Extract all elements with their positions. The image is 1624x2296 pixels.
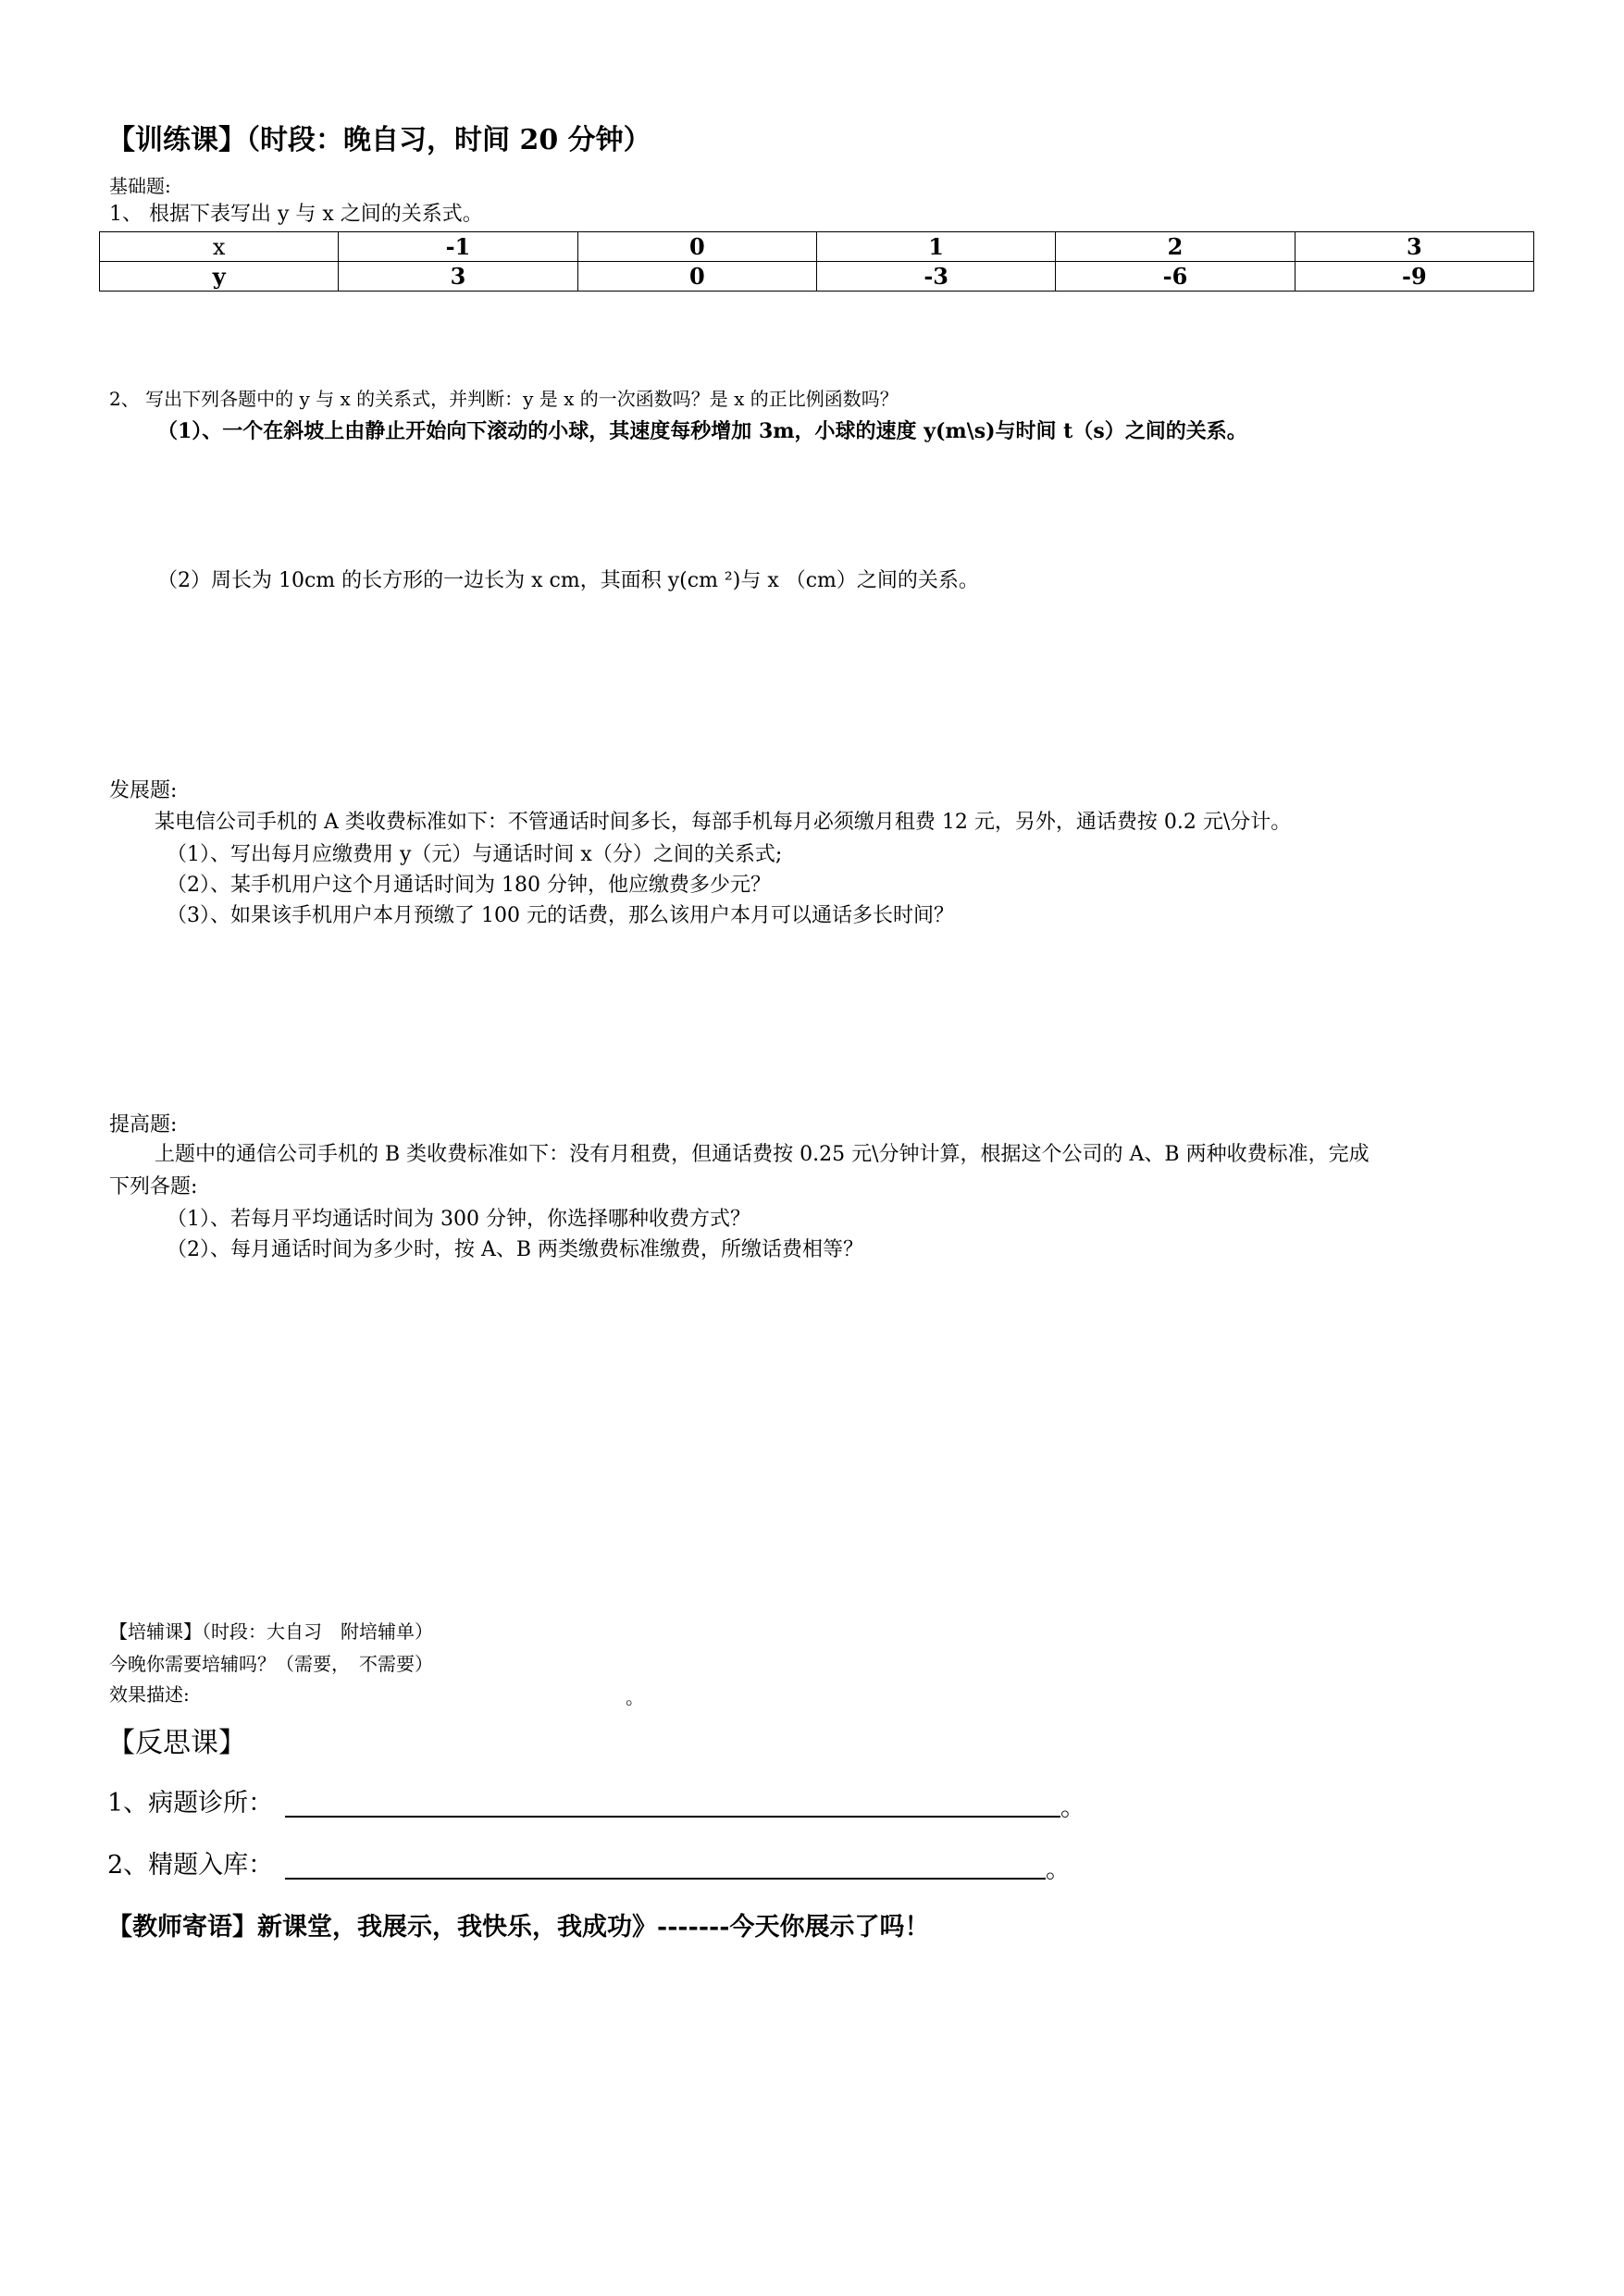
advanced-item-2: （2）、每月通话时间为多少时，按 A、B 两类缴费标准缴费，所缴话费相等？ (167, 1238, 864, 1261)
training-title: 【训练课】（时段：晚自习，时间 20 分钟） (107, 124, 651, 156)
table-cell: 1 (816, 232, 1055, 262)
table-cell: 2 (1056, 232, 1295, 262)
table-cell: -3 (816, 262, 1055, 292)
table-cell: 0 (577, 262, 816, 292)
table-cell: -9 (1295, 262, 1533, 292)
reflection-item-2-underline (285, 1878, 1046, 1880)
advanced-intro-line-2: 下列各题: (109, 1175, 198, 1198)
development-item-1: （1）、写出每月应缴费用 y（元）与通话时间 x（分）之间的关系式; (167, 843, 783, 866)
development-item-3: （3）、如果该手机用户本月预缴了 100 元的话费，那么该用户本月可以通话多长时间？ (167, 904, 954, 927)
xy-table (99, 231, 1534, 292)
table-cell-x-label: x (100, 232, 339, 262)
table-cell: 0 (577, 232, 816, 262)
basic-label: 基础题: (109, 175, 171, 197)
table-cell-y-label: y (100, 262, 339, 292)
reflection-title: 【反思课】 (107, 1727, 246, 1759)
advanced-item-1: （1）、若每月平均通话时间为 300 分钟，你选择哪种收费方式？ (167, 1208, 750, 1231)
question-2: 2、 写出下列各题中的 y 与 x 的关系式，并判断：y 是 x 的一次函数吗？是 x 的正比例函数吗？ (109, 388, 899, 410)
table-cell: 3 (1295, 232, 1533, 262)
table-cell: 3 (339, 262, 577, 292)
reflection-item-1-label: 1、病题诊所： (107, 1789, 274, 1818)
question-2-1: （1）、一个在斜坡上由静止开始向下滚动的小球，其速度每秒增加 3m，小球的速度 y(m\s)与时间 t（s）之间的关系。 (157, 419, 1247, 443)
question-1: 1、 根据下表写出 y 与 x 之间的关系式。 (109, 203, 483, 226)
table-cell: -6 (1056, 262, 1295, 292)
reflection-item-2-label: 2、精题入库： (107, 1851, 274, 1880)
tutoring-question: 今晚你需要培辅吗？（需要， 不需要） (109, 1653, 433, 1675)
reflection-item-1-underline (285, 1816, 1060, 1818)
reflection-item-1-end: 。 (1060, 1793, 1085, 1822)
effect-description-label: 效果描述: (109, 1683, 190, 1706)
advanced-label: 提高题: (109, 1113, 178, 1136)
development-item-2: （2）、某手机用户这个月通话时间为 180 分钟，他应缴费多少元？ (167, 874, 771, 897)
question-2-2: （2）周长为 10cm 的长方形的一边长为 x cm，其面积 y(cm ²)与 x （cm）之间的关系。 (157, 569, 979, 592)
table-cell: -1 (339, 232, 577, 262)
effect-description-end: 。 (626, 1686, 644, 1708)
table-row-y (100, 262, 1534, 292)
development-label: 发展题: (109, 779, 178, 802)
reflection-item-2-end: 。 (1046, 1855, 1071, 1884)
development-intro: 某电信公司手机的 A 类收费标准如下：不管通话时间多长，每部手机每月必须缴月租费 12 元，另外，通话费按 0.2 元\分计。 (155, 811, 1292, 834)
teacher-message: 【教师寄语】新课堂，我展示，我快乐，我成功》-------今天你展示了吗！ (107, 1913, 930, 1942)
table-row-x (100, 232, 1534, 262)
tutoring-title: 【培辅课】（时段：大自习 附培辅单） (109, 1620, 433, 1643)
advanced-intro-line-1: 上题中的通信公司手机的 B 类收费标准如下：没有月租费，但通话费按 0.25 元\分钟计算，根据这个公司的 A、B 两种收费标准，完成 (155, 1143, 1370, 1166)
